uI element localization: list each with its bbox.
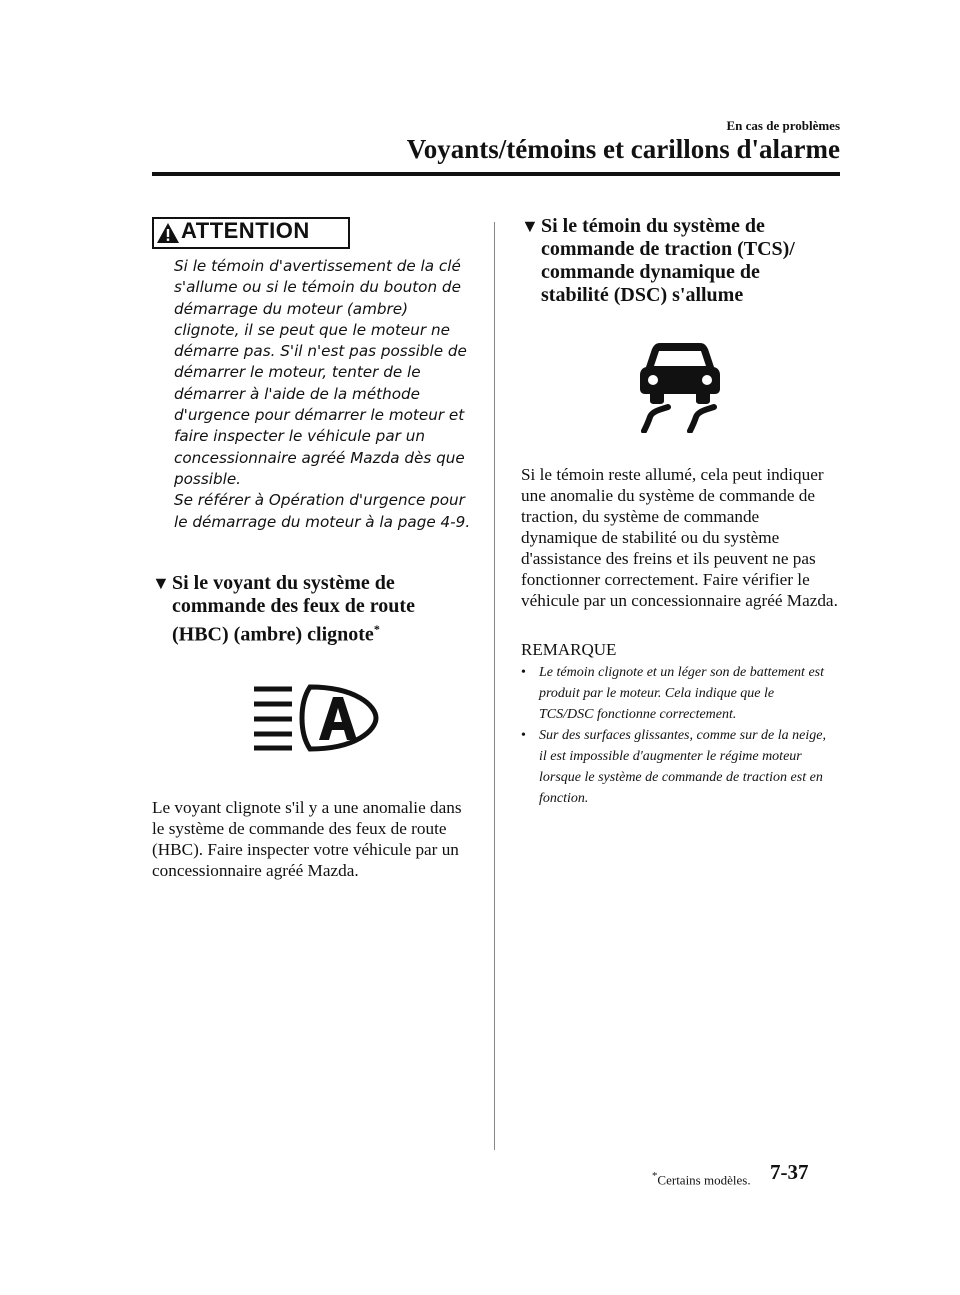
- optional-asterisk: *: [373, 622, 380, 636]
- tcs-heading: [521, 215, 821, 307]
- footer-note-text: Certains modèles.: [657, 1172, 751, 1188]
- attention-label: ATTENTION: [181, 218, 310, 243]
- attention-paragraph: Se référer à Opération d'urgence pour le démarrage du moteur à la page 4-9.: [174, 491, 471, 531]
- section-label: En cas de problèmes: [726, 118, 840, 133]
- list-item: [521, 662, 826, 725]
- footer-asterisk: *: [652, 1170, 658, 1182]
- note-text: Sur des surfaces glissantes, comme sur de la neige, il est impossible d'augmenter le régime moteur lorsque le système de commande de traction est en fonction.: [539, 728, 826, 806]
- skidding-car-icon: [638, 337, 722, 433]
- note-text: Le témoin clignote et un léger son de battement est produit par le moteur. Cela indique que le TCS/DSC fonctionne correctement.: [539, 665, 824, 722]
- attention-paragraph: Si le témoin d'avertissement de la clé s'allume ou si le témoin du bouton de démarrage du moteur (ambre) clignote, il se peut que le moteur ne démarre pas. S'il n'est pas possible de démarrer le moteur, tenter de le démarrer à l'aide de la méthode d'urgence pour démarrer le moteur et faire inspecter le véhicule par un concessionnaire agréé Mazda dès que possible.: [174, 257, 467, 488]
- footer-note: [652, 1170, 751, 1188]
- hbc-heading-text: Si le voyant du système de commande des feux de route (HBC) (ambre) clignote: [172, 572, 415, 646]
- note-list: [521, 662, 826, 809]
- section-triangle-icon: ▼: [521, 216, 539, 236]
- warning-triangle-icon: [156, 222, 180, 244]
- header-divider: [152, 172, 840, 176]
- column-divider: [494, 222, 495, 1150]
- bullet: •: [521, 665, 526, 680]
- tcs-heading-text: Si le témoin du système de commande de traction (TCS)/ commande dynamique de stabilité (DSC) s'allume: [541, 215, 795, 306]
- hbc-heading: [152, 572, 472, 647]
- section-triangle-icon: ▼: [152, 573, 170, 593]
- auto-high-beam-icon: [252, 684, 380, 752]
- list-item: [521, 725, 826, 809]
- page-title: Voyants/témoins et carillons d'alarme: [406, 134, 840, 164]
- hbc-body: Le voyant clignote s'il y a une anomalie dans le système de commande des feux de route (HBC). Faire inspecter votre véhicule par un concessionnaire agréé Mazda.: [152, 798, 462, 880]
- attention-body: [174, 256, 474, 533]
- bullet: •: [521, 728, 526, 743]
- tcs-body: Si le témoin reste allumé, cela peut indiquer une anomalie du système de commande de traction, du système de commande dynamique de stabilité ou du système d'assistance des freins et ils peuvent ne pas fonctionner correctement. Faire vérifier le véhicule par un concessionnaire agréé Mazda.: [521, 465, 838, 610]
- page-number: 7-37: [770, 1160, 809, 1184]
- note-title: REMARQUE: [521, 640, 617, 659]
